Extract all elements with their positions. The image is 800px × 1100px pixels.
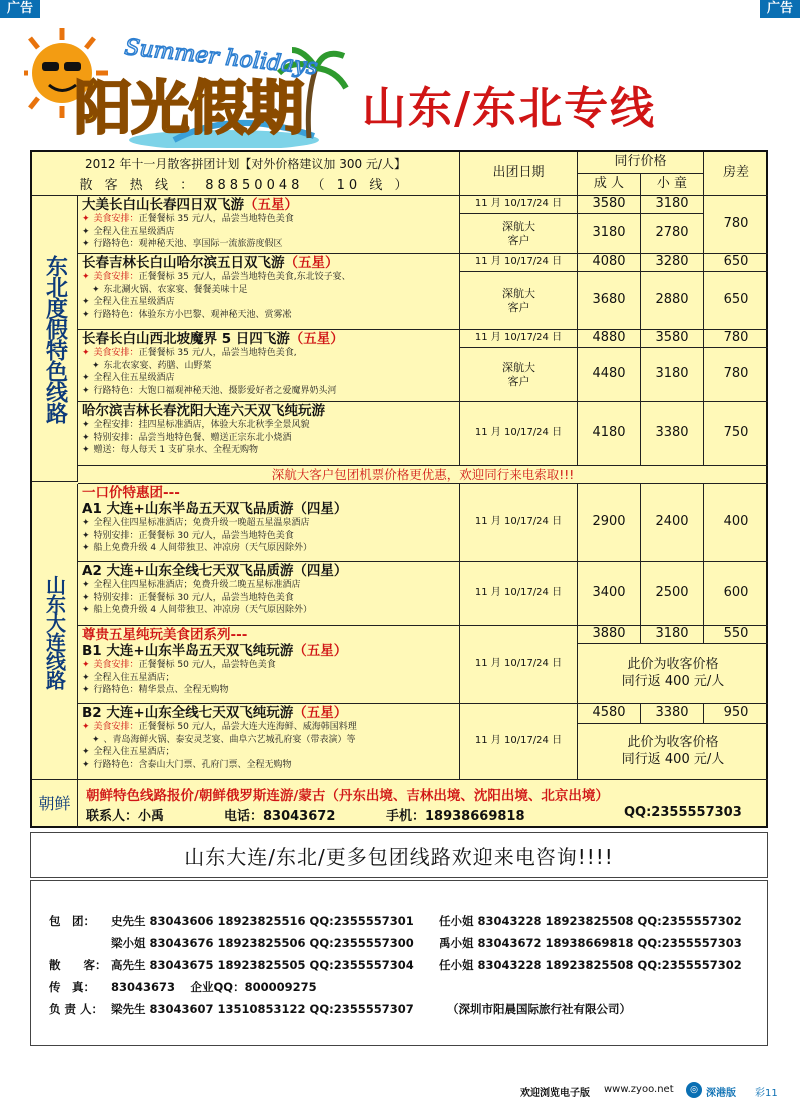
price-child: 3180 (641, 626, 704, 644)
contact-entry: 任小姐 83043228 18923825508 QQ:2355557302 (439, 958, 742, 972)
price-adult: 4880 (578, 330, 641, 348)
route-line: ✦ 全程入住四星标准酒店；免费升级一晚超五星温泉酒店 (82, 517, 455, 530)
price-adult: 4480 (578, 348, 641, 402)
date-cell: 11 月 10/17/24 日 (460, 626, 578, 704)
price-note (578, 644, 768, 704)
route-line: ✦ 全程入住五星酒店； (82, 672, 455, 685)
agent-cell: 深航大客户 (460, 214, 578, 254)
section-korea: 朝鲜 (32, 780, 78, 828)
contact-qq: QQ:2355557303 (624, 805, 742, 820)
note-line: 同行返 400 元/人 (621, 751, 725, 767)
page-footer (0, 1080, 800, 1100)
route-line: ✦ 全程安排：挂四星标准酒店，体验大东北秋季全景风貌 (82, 419, 455, 432)
ne-route-2 (78, 254, 460, 330)
date-cell: 11 月 10/17/24 日 (460, 562, 578, 626)
price-single: 550 (704, 626, 768, 644)
route-line: ✦ 特别安排：品尝当地特色餐、赠送正宗东北小烧酒 (82, 432, 455, 445)
contact-entry: 梁小姐 83043676 18923825506 QQ:2355557300 (111, 936, 414, 950)
route-title: A1 大连+山东半岛五天双飞品质游（四星） (82, 501, 348, 517)
agent-cell: 深航大客户 (460, 348, 578, 402)
col-price-header: 同行价格 (578, 152, 704, 174)
col-single-header: 房差 (704, 152, 768, 196)
sd-route-a2 (78, 562, 460, 626)
footer-page: 彩11 (755, 1088, 778, 1099)
price-child: 2400 (641, 484, 704, 562)
price-single: 650 (704, 254, 768, 272)
price-adult: 3880 (578, 626, 641, 644)
contact-phone: 电话：83043672 (224, 809, 336, 824)
note-line: 此价为收客价格 (627, 657, 719, 673)
price-child: 3380 (641, 704, 704, 724)
route-line: ✦ 东北农家宴、药膳、山野菜 (82, 360, 455, 373)
contact-person: 联系人：小禹 (86, 809, 165, 824)
banner-logo-text: 阳光假期 (74, 74, 304, 142)
korea-row (32, 780, 768, 828)
plan-text: 2012 年十一月散客拼团计划【对外价格建议加 300 元/人】 (85, 157, 406, 171)
price-board (30, 150, 768, 828)
route-line: ✦ 行路特色：大饱口福观神秘天池、摄影爱好者之爱魔界奶头河 (82, 385, 455, 398)
price-adult: 3180 (578, 214, 641, 254)
price-note (578, 724, 768, 780)
col-child-header: 小 童 (641, 174, 704, 196)
route-line: ✦ 全程入住五星级酒店 (82, 372, 455, 385)
contact-entry: 禹小姐 83043672 18938669818 QQ:2355557303 (439, 936, 742, 950)
price-child: 3380 (641, 402, 704, 466)
sd-route-a1 (78, 484, 460, 562)
ne-route-3 (78, 330, 460, 402)
date-cell: 11 月 10/17/24 日 (460, 196, 578, 214)
route-title: 哈尔滨吉林长春沈阳大连六天双飞纯玩游 (82, 403, 325, 419)
route-line: ✦ 行路特色：精华景点、全程无购物 (82, 684, 455, 697)
contact-mobile: 手机：18938669818 (386, 809, 525, 824)
price-single: 780 (704, 196, 768, 254)
group-title: 尊贵五星纯玩美食团系列--- (82, 627, 248, 643)
notice-banner: 深航大客户包团机票价格更优惠，欢迎同行来电索取!!! (78, 466, 768, 484)
contact-entry: 任小姐 83043228 18923825508 QQ:2355557302 (439, 914, 742, 928)
route-line: ✦ 美食安排：正餐餐标 35 元/人，品尝当地特色美食,东北饺子宴、 (82, 271, 455, 284)
contacts-block (30, 880, 768, 1046)
route-line: ✦ 行路特色：观神秘天池、享国际一流旅游度假区 (82, 238, 455, 251)
route-line: ✦ 、青岛海鲜火锅、泰安灵芝宴、曲阜六艺城孔府宴（带表演）等 (82, 734, 455, 747)
plan-header (32, 152, 460, 196)
price-child: 3180 (641, 348, 704, 402)
price-child: 2880 (641, 272, 704, 330)
contact-entry: 高先生 83043675 18923825505 QQ:2355557304 (111, 958, 414, 972)
footer-edition: 深港版 (706, 1088, 736, 1099)
route-title: 长春吉林长白山哈尔滨五日双飞游（五星） (82, 255, 339, 271)
route-title: A2 大连+山东全线七天双飞品质游（四星） (82, 563, 348, 579)
route-line: ✦ 行路特色：含泰山大门票、孔府门票、全程无购物 (82, 759, 455, 772)
route-line: ✦ 船上免费升级 4 人间带独卫、冲凉房（天气原因除外） (82, 542, 455, 555)
route-line: ✦ 特别安排：正餐餐标 30 元/人，品尝当地特色美食 (82, 592, 455, 605)
price-single: 400 (704, 484, 768, 562)
date-cell: 11 月 10/17/24 日 (460, 330, 578, 348)
date-cell: 11 月 10/17/24 日 (460, 402, 578, 466)
price-single: 780 (704, 330, 768, 348)
price-adult: 4080 (578, 254, 641, 272)
price-adult: 3680 (578, 272, 641, 330)
agent-cell: 深航大客户 (460, 272, 578, 330)
section-shandong: 山东大连线路 (32, 484, 78, 780)
sunshine-holiday-logo (24, 28, 354, 148)
route-line: ✦ 美食安排：正餐餐标 50 元/人，品尝特色美食 (82, 659, 455, 672)
price-child: 2780 (641, 214, 704, 254)
consult-banner: 山东大连/东北/更多包团线路欢迎来电咨询!!!! (30, 832, 768, 878)
price-child: 3280 (641, 254, 704, 272)
ne-route-1 (78, 196, 460, 254)
contact-label: 负 责 人： (49, 1002, 104, 1016)
price-adult: 4180 (578, 402, 641, 466)
edition-icon: ◎ (686, 1082, 702, 1098)
hotline-text: 散 客 热 线 ： 88850048 （ 10 线 ） (79, 178, 412, 193)
price-single: 650 (704, 272, 768, 330)
route-title: 长春长白山西北坡魔界 5 日四飞游（五星） (82, 331, 344, 347)
route-line: ✦ 全程入住五星酒店； (82, 746, 455, 759)
ad-tag-right: 广告 (760, 0, 800, 18)
price-adult: 2900 (578, 484, 641, 562)
contact-label: 包 团： (49, 914, 95, 928)
price-child: 2500 (641, 562, 704, 626)
price-single: 750 (704, 402, 768, 466)
price-child: 3180 (641, 196, 704, 214)
banner-script: Summer holidays (123, 35, 319, 81)
price-single: 780 (704, 348, 768, 402)
route-line: ✦ 行路特色：体验东方小巴黎、观神秘天池、赏雾凇 (82, 309, 455, 322)
route-line: ✦ 东北涮火锅、农家宴、餐餐美味十足 (82, 284, 455, 297)
contact-label: 传 真： (49, 980, 95, 994)
company-name: （深圳市阳晨国际旅行社有限公司） (447, 1002, 631, 1016)
route-title: 山东/东北专线 (362, 83, 657, 134)
route-title: B2 大连+山东全线七天双飞纯玩游（五星） (82, 705, 348, 721)
col-adult-header: 成 人 (578, 174, 641, 196)
date-cell: 11 月 10/17/24 日 (460, 704, 578, 780)
price-single: 950 (704, 704, 768, 724)
footer-url[interactable]: www.zyoo.net (604, 1084, 674, 1095)
route-line: ✦ 赠送：每人每天 1 支矿泉水、全程无购物 (82, 444, 455, 457)
footer-text: 欢迎浏览电子版 (520, 1088, 590, 1099)
route-line: ✦ 美食安排：正餐餐标 50 元/人，品尝大连大连海鲜、威海韩国料理 (82, 721, 455, 734)
note-line: 同行返 400 元/人 (621, 673, 725, 689)
col-date-header: 出团日期 (460, 152, 578, 196)
route-line: ✦ 船上免费升级 4 人间带独卫、冲凉房（天气原因除外） (82, 604, 455, 617)
price-adult: 4580 (578, 704, 641, 724)
price-child: 3580 (641, 330, 704, 348)
ne-route-4 (78, 402, 460, 466)
contact-entry: 83043673 企业QQ：800009275 (111, 980, 317, 994)
route-line: ✦ 美食安排：正餐餐标 35 元/人，品尝当地特色美食 (82, 213, 455, 226)
note-line: 此价为收客价格 (627, 735, 719, 751)
date-cell: 11 月 10/17/24 日 (460, 484, 578, 562)
date-cell: 11 月 10/17/24 日 (460, 254, 578, 272)
route-line: ✦ 美食安排：正餐餐标 35 元/人，品尝当地特色美食, (82, 347, 455, 360)
route-line: ✦ 全程入住四星标准酒店；免费升级二晚五星标准酒店 (82, 579, 455, 592)
ad-tag-left: 广告 (0, 0, 40, 18)
route-title: 大美长白山长春四日双飞游（五星） (82, 197, 298, 213)
route-title: B1 大连+山东半岛五天双飞纯玩游（五星） (82, 643, 348, 659)
route-line: ✦ 特别安排：正餐餐标 30 元/人，品尝当地特色美食 (82, 530, 455, 543)
sd-route-b2 (78, 704, 460, 780)
route-line: ✦ 全程入住五星级酒店 (82, 226, 455, 239)
price-adult: 3580 (578, 196, 641, 214)
sd-route-b1 (78, 626, 460, 704)
korea-line: 朝鲜特色线路报价/朝鲜俄罗斯连游/蒙古（丹东出境、吉林出境、沈阳出境、北京出境） (86, 788, 609, 804)
route-line: ✦ 全程入住五星级酒店 (82, 296, 455, 309)
group-title: 一口价特惠团--- (82, 485, 180, 501)
price-adult: 3400 (578, 562, 641, 626)
section-northeast: 东北度假特色线路 (32, 196, 78, 482)
contact-label: 散 客： (49, 958, 107, 972)
contact-entry: 梁先生 83043607 13510853122 QQ:2355557307 (111, 1002, 414, 1016)
contact-entry: 史先生 83043606 18923825516 QQ:2355557301 (111, 914, 414, 928)
price-single: 600 (704, 562, 768, 626)
